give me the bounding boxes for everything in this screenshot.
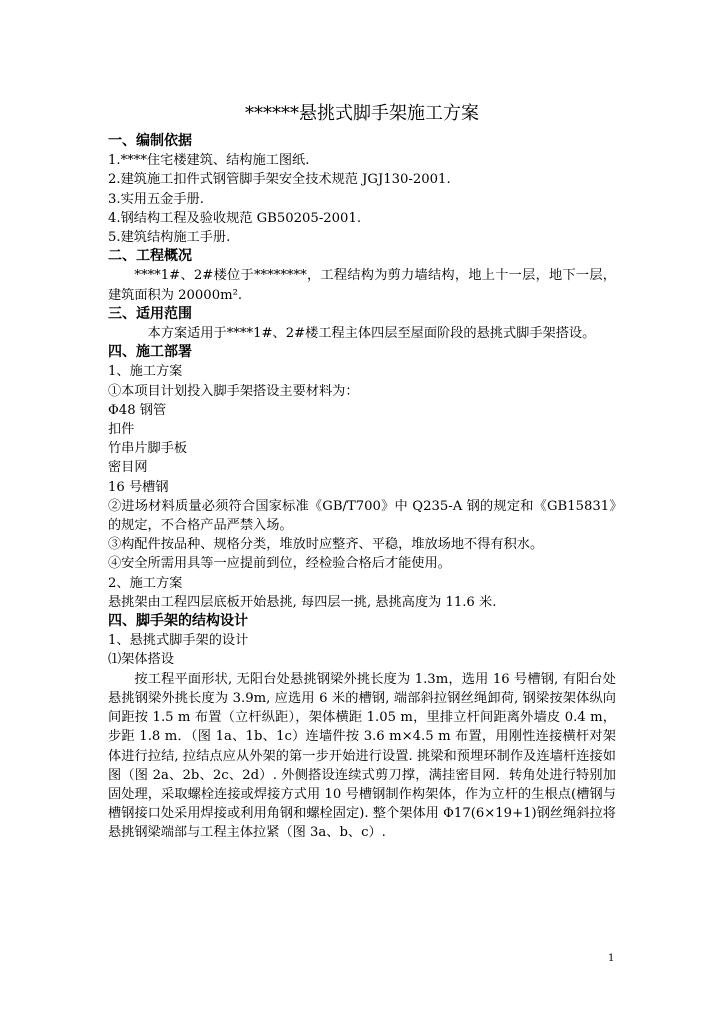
text-line: Φ48 钢管 (108, 402, 167, 418)
section-heading: 三、适用范围 (108, 305, 192, 322)
section-heading: 四、施工部署 (108, 344, 192, 361)
text-line: 5.建筑结构施工手册. (108, 230, 231, 246)
text-line: 1.****住宅楼建筑、结构施工图纸. (108, 153, 310, 169)
text-line: ④安全所需用具等一应提前到位，经检验合格后才能使用。 (108, 556, 451, 572)
text-line: 扣件 (108, 422, 135, 438)
text-line: 4.钢结构工程及验收规范 GB50205-2001. (108, 210, 362, 226)
text-line: 密目网 (108, 460, 148, 476)
paragraph: ③构配件按品种、规格分类，堆放时应整齐、平稳，堆放场地不得有积水。 (108, 537, 544, 553)
text-line: 2、施工方案 (108, 575, 183, 591)
text-line: 竹串片脚手板 (108, 441, 188, 457)
text-line: 2.建筑施工扣件式钢管脚手架安全技术规范 JGJ130-2001. (108, 172, 451, 188)
page-number: 1 (608, 953, 615, 964)
text-line: 16 号槽钢 (108, 479, 169, 495)
section-heading: 一、编制依据 (108, 133, 192, 149)
document-content (108, 132, 616, 843)
text-line: 悬挑架由工程四层底板开始悬挑, 每四层一挑, 悬挑高度为 11.6 米. (108, 594, 497, 610)
text-line: 3.实用五金手册. (108, 191, 204, 207)
section-heading: 二、工程概况 (108, 248, 192, 265)
section-heading: 四、脚手架的结构设计 (108, 613, 248, 630)
text-line: 1、悬挑式脚手架的设计 (108, 633, 249, 649)
text-line: ①本项目计划投入脚手架搭设主要材料为： (108, 383, 359, 399)
document-title: ******悬挑式脚手架施工方案 (245, 103, 479, 124)
text-line: 1、施工方案 (108, 364, 183, 380)
paragraph: ****1#、2#楼位于********，工程结构为剪力墙结构，地上十一层，地下一层，建筑面积为 20000m². (108, 268, 616, 303)
paragraph: ②进场材料质量必须符合国家标准《GB/T700》中 Q235-A 钢的规定和《GB15831》的规定，不合格产品严禁入场。 (108, 498, 616, 534)
paragraph: 按工程平面形状, 无阳台处悬挑钢梁外挑长度为 1.3m，选用 16 号槽钢, 有阳台处悬挑钢梁外挑长度为 3.9m, 应选用 6 米的槽钢, 端部斜拉钢丝绳卸荷, 钢梁按架体纵向间距按 1.5 m 布置（立杆纵距），架体横距 1.05 m，里排立杆间距离外墙皮 0.4 m，步距 1.8 m．（图 1a、1b、1c）连墙件按 3.6 m×4.5 m 布置，用刚性连接横杆对架体进行拉结, 拉结点应从外架的第一步开始进行设置. 挑梁和预埋环制作及连墙杆连接如图（图 2a、2b、2c、2d）. 外侧搭设连续式剪刀撑，满挂密目网．转角处进行特别加固处理，采取螺栓连接或焊接方式用 10 号槽钢制作构架体，作为立杆的生根点(槽钢与槽钢接口处采用焊接或利用角钢和螺栓固定). 整个架体用 Φ17(6×19+1)钢丝绳斜拉将悬挑钢梁端部与工程主体拉紧（图 3a、b、c）. (108, 671, 616, 841)
document-body (108, 98, 616, 843)
text-line: ⑴架体搭设 (108, 652, 174, 668)
paragraph: 本方案适用于****1#、2#楼工程主体四层至屋面阶段的悬挑式脚手架搭设。 (147, 326, 596, 342)
